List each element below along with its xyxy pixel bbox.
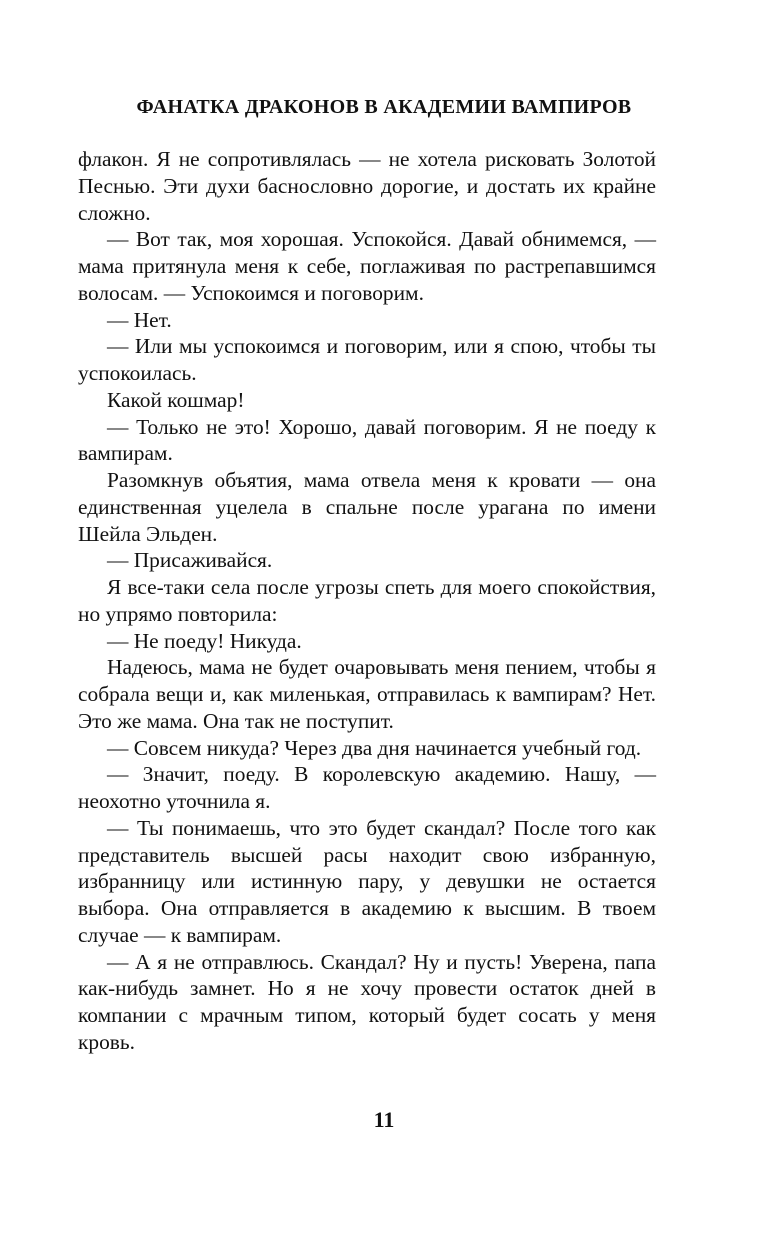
paragraph: — Значит, поеду. В королевскую академию. Нашу, — неохотно уточнила я. <box>78 762 656 813</box>
paragraph: — Вот так, моя хорошая. Успокойся. Давай обнимемся, — мама притянула меня к себе, поглаживая по растрепавшимся волосам. — Успокоимся и поговорим. <box>78 227 656 305</box>
paragraph: — Или мы успокоимся и поговорим, или я спою, чтобы ты успокоилась. <box>78 334 656 385</box>
paragraph: — Присаживайся. <box>107 548 273 573</box>
paragraph: Разомкнув объятия, мама отвела меня к кровати — она единственная уцелела в спальне после урагана по имени Шейла Эльден. <box>78 468 656 546</box>
paragraph: Надеюсь, мама не будет очаровывать меня пением, чтобы я собрала вещи и, как миленькая, отправилась к вампирам? Нет. Это же мама. Она так не поступит. <box>78 655 656 733</box>
body-text <box>78 146 656 1056</box>
paragraph: флакон. Я не сопротивлялась — не хотела рисковать Золотой Песнью. Эти духи баснословно дорогие, и достать их крайне сложно. <box>78 147 656 225</box>
running-title: ФАНАТКА ДРАКОНОВ В АКАДЕМИИ ВАМПИРОВ <box>136 96 632 118</box>
paragraph: — А я не отправлюсь. Скандал? Ну и пусть! Уверена, папа как-нибудь замнет. Но я не хочу провести остаток дней в компании с мрачным типом, который будет сосать у меня кровь. <box>78 949 656 1054</box>
paragraph: — Не поеду! Никуда. <box>107 628 302 653</box>
paragraph: — Только не это! Хорошо, давай поговорим. Я не поеду к вампирам. <box>78 414 656 466</box>
paragraph: — Совсем никуда? Через два дня начинается учебный год. <box>107 735 642 760</box>
page-number: 11 <box>373 1107 395 1132</box>
paragraph: Какой кошмар! <box>107 387 245 412</box>
paragraph: — Ты понимаешь, что это будет скандал? После того как представитель высшей расы находит свою избранную, избранницу или истинную пару, у девушки не остается выбора. Она отправляется в академию к высшим. В твоем случае — к вампирам. <box>78 815 656 947</box>
paragraph: Я все-таки села после угрозы спеть для моего спокойствия, но упрямо повторила: <box>78 575 656 626</box>
paragraph: — Нет. <box>107 307 172 332</box>
